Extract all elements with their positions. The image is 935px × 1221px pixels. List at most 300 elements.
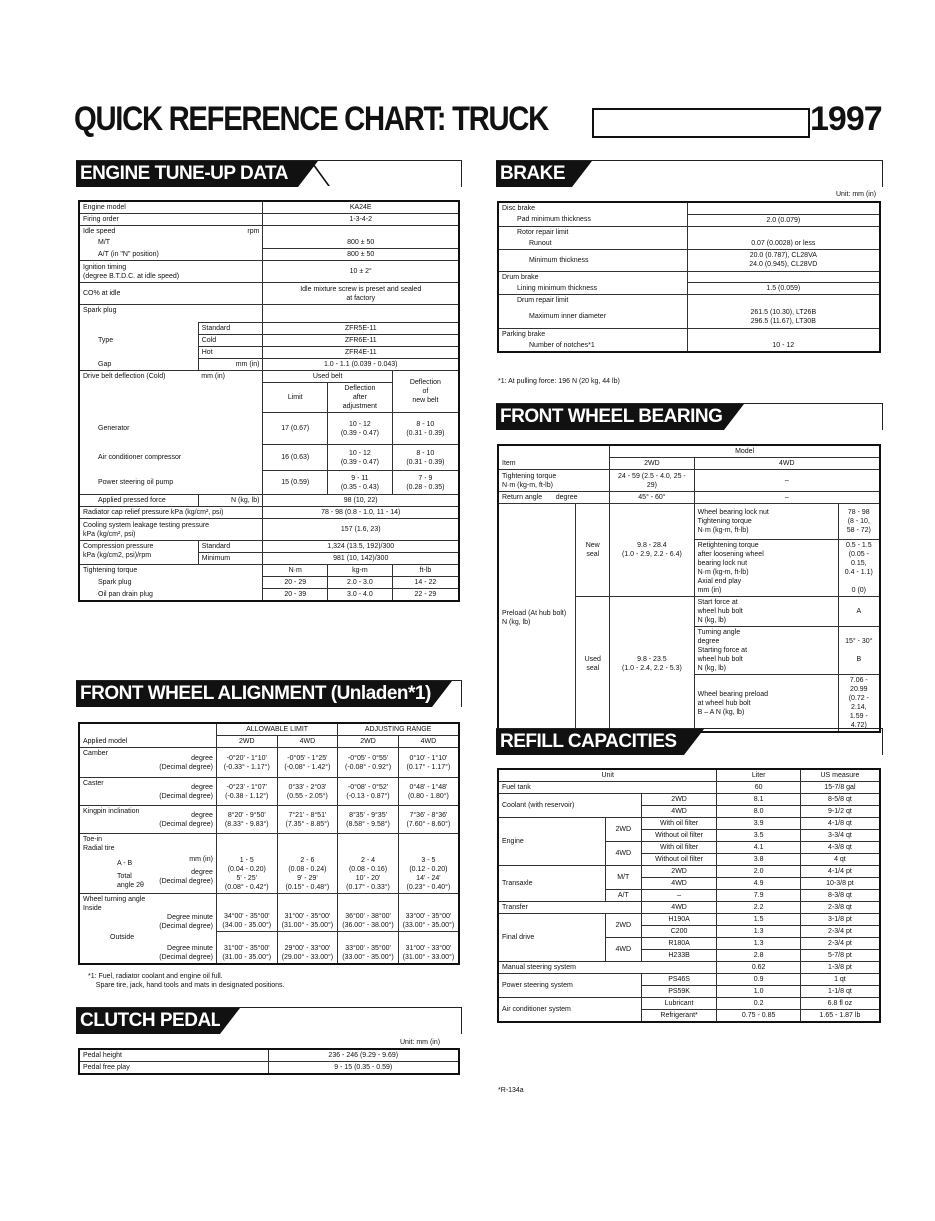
cell: 2WD	[610, 458, 694, 470]
table-row	[79, 932, 459, 964]
cell: Generator	[79, 413, 263, 445]
cell: Liter	[717, 769, 800, 782]
cell: 16 (0.63)	[263, 445, 328, 471]
cell: Camber	[79, 748, 153, 778]
cell: 6.8 fl oz	[800, 998, 880, 1010]
table-row	[79, 748, 459, 778]
cell: 9.8 - 28.4 (1.0 - 2.9, 2.2 - 6.4)	[610, 504, 694, 597]
cell: Power steering oil pump	[79, 471, 263, 495]
cell: ALLOWABLE LIMIT	[216, 723, 337, 736]
cell: Cooling system leakage testing pressure kPa (kg/cm², psi)	[79, 519, 263, 541]
cell: Compression pressure kPa (kg/cm2, psi)/rpm	[79, 541, 198, 565]
cell: 4WD	[398, 736, 459, 748]
cell: 1-3-4-2	[263, 214, 459, 226]
cell: 2WD	[605, 818, 641, 842]
table-row	[498, 470, 880, 492]
cell: -0°05' - 1°25' (-0.08° - 1.42°)	[277, 748, 338, 778]
cell: Applied pressed force	[79, 495, 198, 507]
table-row	[79, 283, 459, 305]
cell: -0°23' - 1°07' (-0.38 - 1.12°)	[216, 778, 277, 806]
cell: degree (Decimal degree)	[153, 778, 217, 806]
cell: 4WD	[641, 806, 717, 818]
table-row	[79, 323, 459, 335]
engine-section-header	[76, 160, 462, 187]
cell: 0.2	[717, 998, 800, 1010]
cell: R180A	[641, 938, 717, 950]
cell: Preload (At hub bolt) N (kg, lb)	[498, 504, 576, 733]
cell: Refrigerant*	[641, 1010, 717, 1023]
table-row	[79, 565, 459, 577]
cell: Air conditioner compressor	[79, 445, 263, 471]
cell: Coolant (with reservoir)	[498, 794, 641, 818]
table-row	[498, 504, 880, 540]
cell: 8.1	[717, 794, 800, 806]
clutch-section-header	[76, 1007, 462, 1034]
table-row	[498, 458, 880, 470]
clutch-table	[78, 1048, 460, 1075]
cell: Fuel tank	[498, 782, 717, 794]
cell: 0.62	[717, 962, 800, 974]
cell: 0°48' - 1°48' (0.80 - 1.80°)	[398, 778, 459, 806]
cell: 34°00' - 35°00' (34.00 - 35.00°)	[216, 894, 277, 932]
cell: 1,324 (13.5, 192)/300	[263, 541, 459, 553]
cell: 1.65 - 1.87 lb	[800, 1010, 880, 1023]
table-row	[79, 736, 459, 748]
cell: 7°36' - 8°36' (7.60° - 8.60°)	[398, 806, 459, 834]
cell: 31°00' - 35°00' (31.00 - 35.00°)	[216, 932, 277, 964]
cell: 8-5/8 qt	[800, 794, 880, 806]
table-row	[498, 962, 880, 974]
cell: Idle mixture screw is preset and sealed at factory	[263, 283, 459, 305]
cell: 7.06 - 20.99 (0.72 - 2.14, 1.59 - 4.72)	[838, 675, 880, 733]
cell: 7 - 9 (0.28 - 0.35)	[392, 471, 459, 495]
cell: 3.8	[717, 854, 800, 866]
cell: 10-3/8 pt	[800, 878, 880, 890]
cell: Without oil filter	[641, 830, 717, 842]
cell: 20 - 39	[263, 589, 328, 602]
cell: 4WD	[641, 878, 717, 890]
cell: degree (Decimal degree)	[153, 806, 217, 834]
cell: 8.0	[717, 806, 800, 818]
cell: Final drive	[498, 914, 605, 962]
cell: Wheel bearing preload at wheel hub bolt B – A N (kg, lb)	[694, 675, 838, 733]
cell: 10 ± 2°	[263, 261, 459, 283]
cell: With oil filter	[641, 842, 717, 854]
toein-ab-label: A - B	[117, 860, 133, 867]
cell: Tightening torque	[79, 565, 263, 577]
cell: Model	[610, 445, 880, 458]
cell: 1.5	[717, 914, 800, 926]
cell: 3.5	[717, 830, 800, 842]
cell: 8°20' - 9°50' (8.33° - 9.83°)	[216, 806, 277, 834]
table-row	[79, 445, 459, 471]
cell: 31°00' - 33°00' (31.00° - 33.00°)	[398, 932, 459, 964]
toein-ab-unit: mm (in)	[189, 856, 213, 863]
cell: Minimum	[198, 553, 263, 565]
cell: Return angle degree	[498, 492, 610, 504]
table-row	[79, 1049, 459, 1062]
cell: Used seal	[576, 597, 610, 733]
cell: Wheel bearing lock nut Tightening torque N·m (kg-m, ft-lb)	[694, 504, 838, 540]
title-blank-box	[592, 108, 810, 138]
table-row	[79, 894, 459, 932]
cell: 3-3/4 qt	[800, 830, 880, 842]
cell	[79, 723, 216, 736]
cell: Cold	[198, 335, 263, 347]
table-row	[79, 305, 459, 323]
cell: Minimum thickness	[498, 249, 687, 271]
cell: 1.3	[717, 938, 800, 950]
page-title: QUICK REFERENCE CHART: TRUCK	[74, 100, 548, 138]
cell: 800 ± 50	[263, 249, 459, 261]
cell: 2WD	[216, 736, 277, 748]
title-year: 1997	[810, 100, 882, 138]
toein-total-label: Total angle 2θ	[117, 873, 144, 889]
cell: Standard	[198, 541, 263, 553]
cell: 15 (0.59)	[263, 471, 328, 495]
table-row	[79, 519, 459, 541]
cell: Maximum inner diameter	[498, 306, 687, 328]
brake-heading: BRAKE	[496, 161, 572, 187]
cell: 1.0	[717, 986, 800, 998]
cell: Outside	[79, 932, 153, 964]
cell: 2WD	[641, 794, 717, 806]
cell: 78 - 98 (8 - 10, 58 - 72)	[838, 504, 880, 540]
cell: Transaxle	[498, 866, 605, 902]
cell: 1.0 - 1.1 (0.039 - 0.043)	[263, 359, 459, 371]
cell: 9.8 - 23.5 (1.0 - 2.4, 2.2 - 5.3)	[610, 597, 694, 733]
cell: 10 - 12 (0.39 - 0.47)	[328, 445, 393, 471]
brake-section-header	[496, 160, 883, 187]
cell: 0.5 - 1.5 (0.05 - 0.15, 0.4 - 1.1) 0 (0)	[838, 540, 880, 597]
cell: 2WD	[641, 866, 717, 878]
table-row	[79, 834, 459, 894]
clutch-heading: CLUTCH PEDAL	[76, 1008, 220, 1034]
cell	[687, 328, 880, 340]
cell: 2.8	[717, 950, 800, 962]
header-slant	[572, 161, 592, 187]
cell: 8 - 10 (0.31 - 0.39)	[392, 413, 459, 445]
cell: 45° - 60°	[610, 492, 694, 504]
cell: Standard	[198, 323, 263, 335]
cell: Limit	[263, 383, 328, 413]
cell	[687, 271, 880, 283]
table-row	[79, 541, 459, 553]
cell: 7°21' - 8°51' (7.35° - 8.85°)	[277, 806, 338, 834]
cell: 2.0 - 3.0	[328, 577, 393, 589]
cell: C200	[641, 926, 717, 938]
bearing-heading: FRONT WHEEL BEARING	[496, 404, 724, 430]
cell: H190A	[641, 914, 717, 926]
table-row	[79, 507, 459, 519]
cell	[687, 202, 880, 214]
cell: 36°00' - 38°00' (36.00° - 38.00°)	[338, 894, 399, 932]
table-row	[79, 201, 459, 214]
cell: –	[641, 890, 717, 902]
cell: 9 - 15 (0.35 - 0.59)	[268, 1062, 459, 1075]
cell: Parking brake	[498, 328, 687, 340]
cell: 2WD	[338, 736, 399, 748]
refill-heading: REFILL CAPACITIES	[496, 729, 684, 755]
cell: A/T	[605, 890, 641, 902]
bearing-section-header	[496, 403, 883, 430]
refill-section-header	[496, 728, 883, 755]
cell: 22 - 29	[392, 589, 459, 602]
cell: 981 (10, 142)/300	[263, 553, 459, 565]
cell	[687, 226, 880, 238]
cell: 4WD	[605, 938, 641, 962]
cell: degree (Decimal degree)	[153, 748, 217, 778]
cell: 2WD	[605, 914, 641, 938]
table-row	[79, 577, 459, 589]
cell: 2 - 6 (0.08 - 0.24) 9' - 29' (0.15° - 0.48°)	[277, 834, 338, 894]
table-row	[498, 306, 880, 328]
cell: 33°00' - 35°00' (33.00° - 35.00°)	[398, 894, 459, 932]
cell: 236 - 246 (9.29 - 9.69)	[268, 1049, 459, 1062]
table-row	[498, 340, 880, 352]
table-row	[498, 328, 880, 340]
cell: mm (in)	[198, 371, 263, 383]
table-row	[79, 261, 459, 283]
bearing-table	[497, 444, 881, 733]
cell: Gap	[79, 359, 198, 371]
table-row	[498, 914, 880, 926]
cell: 4.9	[717, 878, 800, 890]
cell: 2.0 (0.079)	[687, 214, 880, 226]
cell: Lining minimum thickness	[498, 283, 687, 295]
table-row	[498, 283, 880, 295]
cell: 33°00' - 35°00' (33.00° - 35.00°)	[338, 932, 399, 964]
cell: 4-1/8 qt	[800, 818, 880, 830]
cell: Idle speed	[79, 226, 198, 238]
refill-footnote: *R-134a	[498, 1087, 524, 1094]
cell: Retightening torque after loosening wheel bearing lock nut N·m (kg-m, ft-lb) Axial end play mm (in)	[694, 540, 838, 597]
cell: Rotor repair limit	[498, 226, 687, 238]
cell: KA24E	[263, 201, 459, 214]
cell: 2.2	[717, 902, 800, 914]
cell: 14 - 22	[392, 577, 459, 589]
cell: ft-lb	[392, 565, 459, 577]
cell: 3-1/8 pt	[800, 914, 880, 926]
cell: Used belt	[263, 371, 392, 383]
cell: Drum repair limit	[498, 295, 687, 307]
alignment-table	[78, 722, 460, 965]
cell: N·m	[263, 565, 328, 577]
cell	[263, 305, 459, 323]
table-row	[79, 778, 459, 806]
table-row	[498, 214, 880, 226]
cell: Transfer	[498, 902, 641, 914]
cell: 4WD	[277, 736, 338, 748]
cell: A	[838, 597, 880, 627]
cell: Kingpin inclination	[79, 806, 153, 834]
cell: Drum brake	[498, 271, 687, 283]
cell: Caster	[79, 778, 153, 806]
cell: 8 - 10 (0.31 - 0.39)	[392, 445, 459, 471]
cell: 98 (10, 22)	[263, 495, 459, 507]
refill-table	[497, 768, 881, 1023]
cell: 3.0 - 4.0	[328, 589, 393, 602]
cell	[263, 226, 459, 238]
cell: 9 - 11 (0.35 - 0.43)	[328, 471, 393, 495]
cell: 9-1/2 qt	[800, 806, 880, 818]
cell: 4WD	[641, 902, 717, 914]
cell: Pad minimum thickness	[498, 214, 687, 226]
cell: Number of notches*1	[498, 340, 687, 352]
cell: Deflection after adjustment	[328, 383, 393, 413]
engine-table	[78, 200, 460, 602]
cell: ZFR5E-11	[263, 323, 459, 335]
cell: 0.75 - 0.85	[717, 1010, 800, 1023]
cell: Type	[79, 335, 198, 347]
cell: M/T	[79, 237, 263, 249]
cell: 0.07 (0.0028) or less	[687, 238, 880, 250]
cell: 1.3	[717, 926, 800, 938]
cell	[79, 347, 198, 359]
cell: -0°05' - 0°55' (-0.08° - 0.92°)	[338, 748, 399, 778]
cell: 15° - 30° B	[838, 627, 880, 675]
cell: 8-3/8 qt	[800, 890, 880, 902]
cell: 7.9	[717, 890, 800, 902]
cell: Lubricant	[641, 998, 717, 1010]
table-row	[498, 769, 880, 782]
cell: PS59K	[641, 986, 717, 998]
table-row	[79, 226, 459, 238]
table-row	[79, 806, 459, 834]
cell: 4-3/8 qt	[800, 842, 880, 854]
cell: kg-m	[328, 565, 393, 577]
cell: 29°00' - 33°00' (29.00° - 33.00°)	[277, 932, 338, 964]
table-row	[79, 214, 459, 226]
cell: 10 - 12	[687, 340, 880, 352]
cell: 10 - 12 (0.39 - 0.47)	[328, 413, 393, 445]
table-row	[79, 723, 459, 736]
cell: Item	[498, 458, 610, 470]
cell: rpm	[198, 226, 263, 238]
cell: Applied model	[79, 736, 216, 748]
table-row	[79, 249, 459, 261]
cell: Air conditioner system	[498, 998, 641, 1023]
cell: H233B	[641, 950, 717, 962]
table-row	[79, 359, 459, 371]
cell: Runout	[498, 238, 687, 250]
cell: Pedal free play	[79, 1062, 268, 1075]
cell: Deflection of new belt	[392, 371, 459, 413]
table-row	[498, 226, 880, 238]
cell: -0°20' - 1°10' (-0.33° - 1.17°)	[216, 748, 277, 778]
header-slant	[724, 404, 744, 430]
cell: 1 - 5 (0.04 - 0.20) 5' - 25' (0.08° - 0.42°)	[216, 834, 277, 894]
cell: 2-3/8 qt	[800, 902, 880, 914]
cell: US measure	[800, 769, 880, 782]
table-row	[79, 589, 459, 602]
cell: CO% at idle	[79, 283, 263, 305]
table-row	[498, 818, 880, 830]
cell: Hot	[198, 347, 263, 359]
cell: 4 qt	[800, 854, 880, 866]
cell: ADJUSTING RANGE	[338, 723, 459, 736]
cell: 17 (0.67)	[263, 413, 328, 445]
alignment-heading: FRONT WHEEL ALIGNMENT (Unladen*1)	[76, 681, 432, 707]
cell: 2 - 4 (0.08 - 0.16) 10' - 20' (0.17° - 0.33°)	[338, 834, 399, 894]
cell: Wheel turning angle Inside	[79, 894, 153, 932]
cell: 31°00' - 35°00' (31.00° - 35.00°)	[277, 894, 338, 932]
cell: 60	[717, 782, 800, 794]
cell: 78 - 98 (0.8 - 1.0, 11 - 14)	[263, 507, 459, 519]
cell: Firing order	[79, 214, 263, 226]
cell: Drive belt deflection (Cold)	[79, 371, 198, 383]
cell: 1 qt	[800, 974, 880, 986]
cell: Turning angle degree Starting force at wheel hub bolt N (kg, lb)	[694, 627, 838, 675]
cell: 2-3/4 pt	[800, 926, 880, 938]
cell: Without oil filter	[641, 854, 717, 866]
cell: Oil pan drain plug	[79, 589, 263, 602]
cell: A/T (in "N" position)	[79, 249, 263, 261]
cell	[79, 323, 198, 335]
cell: 20 - 29	[263, 577, 328, 589]
alignment-footnote: *1: Fuel, radiator coolant and engine oil full. Spare tire, jack, hand tools and mats in designated positions.	[88, 973, 285, 989]
table-row	[498, 249, 880, 271]
table-row	[498, 902, 880, 914]
cell: 800 ± 50	[263, 237, 459, 249]
brake-unit: Unit: mm (in)	[836, 191, 877, 198]
table-row	[498, 445, 880, 458]
table-row	[79, 335, 459, 347]
cell: 4.1	[717, 842, 800, 854]
cell: Degree minute (Decimal degree)	[153, 894, 217, 932]
table-row	[498, 238, 880, 250]
cell: New seal	[576, 504, 610, 597]
table-row	[79, 413, 459, 445]
cell: Spark plug	[79, 305, 263, 323]
cell: 5-7/8 pt	[800, 950, 880, 962]
table-row	[79, 371, 459, 383]
cell: -0°08' - 0°52' (-0.13 - 0.87°)	[338, 778, 399, 806]
alignment-section-header	[76, 680, 462, 707]
cell: 4WD	[694, 458, 880, 470]
cell: 1.5 (0.059)	[687, 283, 880, 295]
table-row	[79, 471, 459, 495]
table-row	[498, 998, 880, 1010]
cell: 4-1/4 pt	[800, 866, 880, 878]
cell: PS46S	[641, 974, 717, 986]
cell: Manual steering system	[498, 962, 717, 974]
table-row	[79, 495, 459, 507]
table-row	[498, 271, 880, 283]
cell: N (kg, lb)	[198, 495, 263, 507]
cell: 8°35' - 9°35' (8.58° - 9.58°)	[338, 806, 399, 834]
cell: M/T	[605, 866, 641, 890]
cell	[79, 383, 263, 413]
cell	[498, 445, 610, 458]
table-row	[498, 974, 880, 986]
cell: 1-1/8 qt	[800, 986, 880, 998]
cell: Engine model	[79, 201, 263, 214]
cell: 20.0 (0.787), CL28VA 24.0 (0.945), CL28VD	[687, 249, 880, 271]
table-row	[79, 347, 459, 359]
cell: Start force at wheel hub bolt N (kg, lb)	[694, 597, 838, 627]
cell: 24 - 59 (2.5 - 4.0, 25 - 29)	[610, 470, 694, 492]
cell: ZFR6E-11	[263, 335, 459, 347]
cell: –	[694, 492, 880, 504]
table-row	[498, 794, 880, 806]
header-slant	[432, 681, 452, 707]
clutch-unit: Unit: mm (in)	[400, 1039, 441, 1046]
cell: Power steering system	[498, 974, 641, 998]
cell: 2-3/4 pt	[800, 938, 880, 950]
table-row	[79, 1062, 459, 1075]
brake-footnote: *1: At pulling force: 196 N (20 kg, 44 lb)	[498, 378, 620, 385]
